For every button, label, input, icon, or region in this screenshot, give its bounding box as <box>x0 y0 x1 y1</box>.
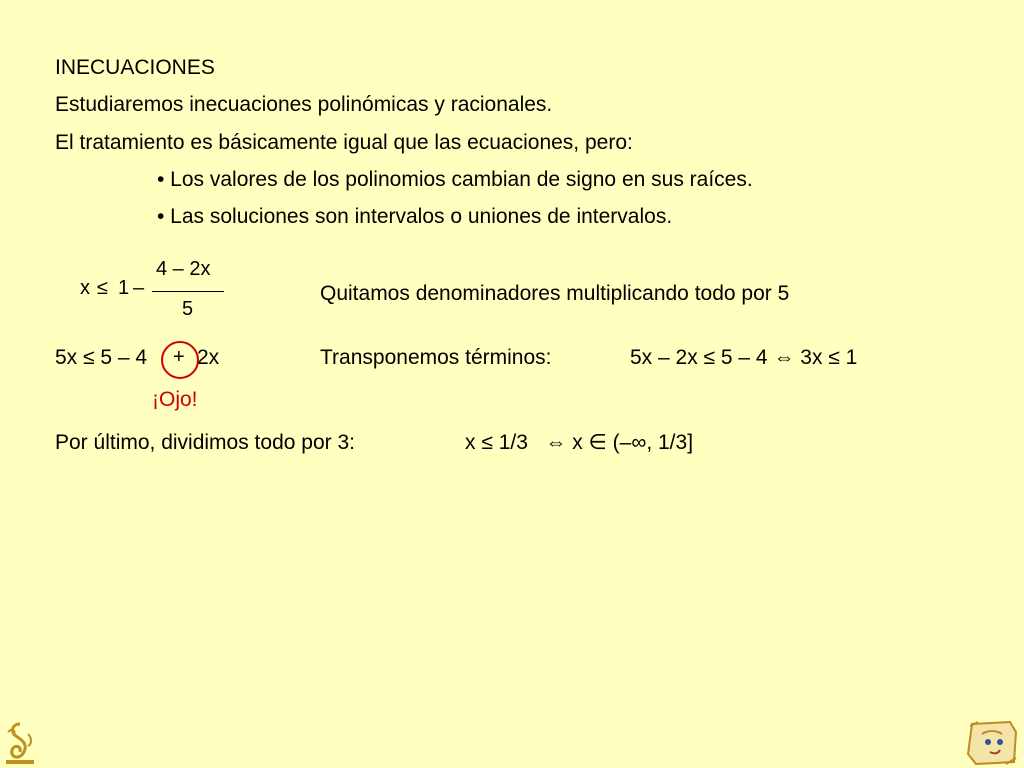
intro-line-1: Estudiaremos inecuaciones polinómicas y racionales. <box>55 93 553 116</box>
bullet-1: • Los valores de los polinomios cambian de signo en sus raíces. <box>157 168 753 191</box>
final-label: Por último, dividimos todo por 3: <box>55 431 355 454</box>
intro-line-2: El tratamiento es básicamente igual que las ecuaciones, pero: <box>55 131 633 154</box>
step2-left-part-b: 2x <box>197 346 220 369</box>
final-result: x ≤ 1/3 ⇔ x ∈ (–∞, 1/3] <box>465 431 694 454</box>
ineq-relation: ≤ <box>97 277 108 299</box>
step2-plus-sign: + <box>173 346 185 368</box>
bullet-2: • Las soluciones son intervalos o uniones de intervalos. <box>157 205 673 228</box>
step1-note: Quitamos denominadores multiplicando todo por 5 <box>320 282 790 305</box>
page-title: INECUACIONES <box>55 56 215 79</box>
monogram-logo-icon <box>2 722 38 766</box>
face-card-logo-icon <box>962 720 1020 766</box>
ineq-minus: – <box>133 277 145 299</box>
ineq-rhs-prefix: 1 <box>118 277 130 299</box>
step2-note: Transponemos términos: <box>320 346 552 369</box>
fraction-numerator: 4 – 2x <box>156 258 211 280</box>
step2-result: 5x – 2x ≤ 5 – 4 ⇔ 3x ≤ 1 <box>630 346 858 369</box>
step2-left-part-a: 5x ≤ 5 – 4 <box>55 346 148 369</box>
ineq-lhs: x <box>80 277 90 299</box>
fraction-denominator: 5 <box>182 298 194 320</box>
warning-label: ¡Ojo! <box>152 388 198 411</box>
